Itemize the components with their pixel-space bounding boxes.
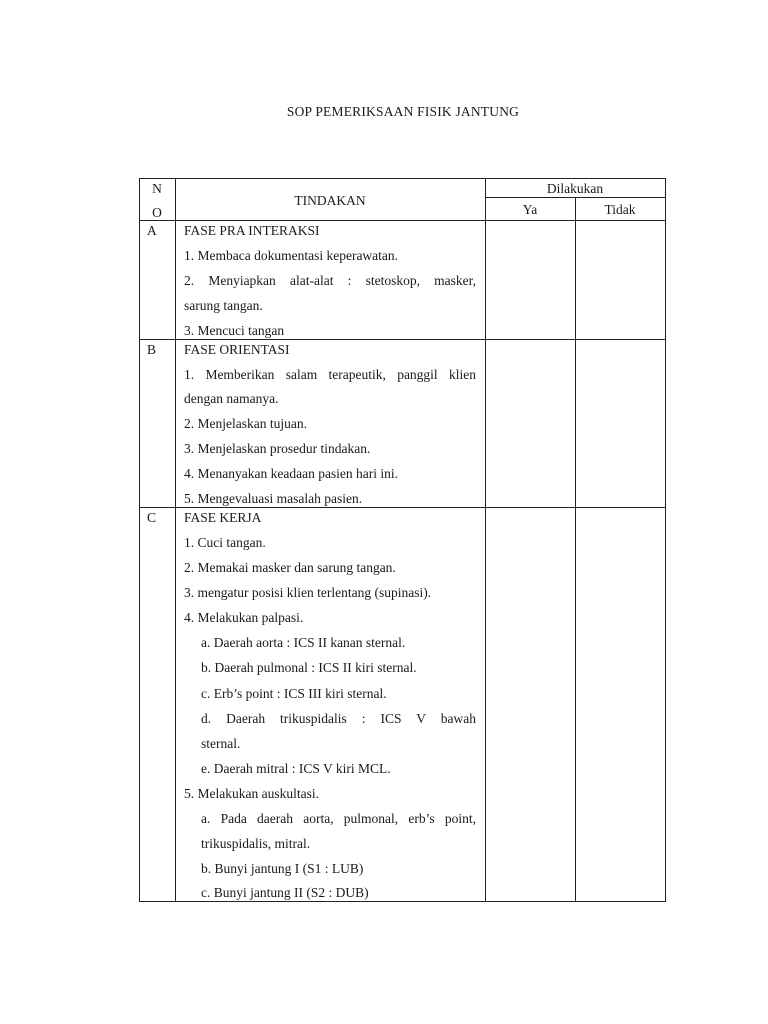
- section-a-code: A: [147, 223, 157, 238]
- section-c-item-5c: c. Bunyi jantung II (S2 : DUB): [201, 885, 369, 900]
- header-tindakan: TINDAKAN: [294, 193, 366, 208]
- section-b-item-1-cont: dengan namanya.: [184, 391, 279, 406]
- section-c-item-4b: b. Daerah pulmonal : ICS II kiri sternal.: [201, 660, 417, 675]
- section-b-title: FASE ORIENTASI: [184, 342, 290, 357]
- section-c-item-3: 3. mengatur posisi klien terlentang (supinasi).: [184, 585, 432, 600]
- section-a-item-1: 1. Membaca dokumentasi keperawatan.: [184, 248, 399, 263]
- table-border-top: [139, 178, 666, 179]
- section-c-item-5a-cont: trikuspidalis, mitral.: [201, 836, 311, 851]
- section-b-code: B: [147, 342, 157, 357]
- col-divider-tindakan: [485, 178, 486, 902]
- header-ya: Ya: [522, 202, 538, 217]
- header-bottom-border: [139, 220, 666, 221]
- section-b-bottom-border: [139, 507, 666, 508]
- section-c-item-5b: b. Bunyi jantung I (S1 : LUB): [201, 861, 364, 876]
- header-dilakukan: Dilakukan: [546, 181, 604, 196]
- col-divider-no: [175, 178, 176, 902]
- section-b-item-1: 1. Memberikan salam terapeutik, panggil klien: [184, 367, 476, 382]
- section-b-item-3: 3. Menjelaskan prosedur tindakan.: [184, 441, 371, 456]
- section-c-item-4e: e. Daerah mitral : ICS V kiri MCL.: [201, 761, 391, 776]
- section-a-item-2-cont: sarung tangan.: [184, 298, 263, 313]
- section-c-item-5: 5. Melakukan auskultasi.: [184, 786, 319, 801]
- section-a-item-2: 2. Menyiapkan alat-alat : stetoskop, masker,: [184, 273, 476, 288]
- section-c-item-4a: a. Daerah aorta : ICS II kanan sternal.: [201, 635, 406, 650]
- section-c-item-1: 1. Cuci tangan.: [184, 535, 266, 550]
- section-b-item-4: 4. Menanyakan keadaan pasien hari ini.: [184, 466, 399, 481]
- section-c-item-4c: c. Erb’s point : ICS III kiri sternal.: [201, 686, 387, 701]
- section-a-bottom-border: [139, 339, 666, 340]
- table-border-bottom: [139, 901, 666, 902]
- section-a-item-3: 3. Mencuci tangan: [184, 323, 285, 338]
- section-c-item-4: 4. Melakukan palpasi.: [184, 610, 304, 625]
- page-title: SOP PEMERIKSAAN FISIK JANTUNG: [286, 104, 520, 119]
- header-no-line1: N: [152, 181, 162, 196]
- header-tidak: Tidak: [604, 202, 636, 217]
- section-c-item-5a: a. Pada daerah aorta, pulmonal, erb’s point,: [201, 811, 476, 826]
- section-c-item-4d: d. Daerah trikuspidalis : ICS V bawah: [201, 711, 476, 726]
- col-divider-ya: [575, 197, 576, 902]
- section-b-item-2: 2. Menjelaskan tujuan.: [184, 416, 307, 431]
- section-c-title: FASE KERJA: [184, 510, 262, 525]
- table-border-left: [139, 178, 140, 902]
- section-c-item-2: 2. Memakai masker dan sarung tangan.: [184, 560, 396, 575]
- header-no-line2: O: [152, 205, 162, 220]
- section-c-code: C: [147, 510, 157, 525]
- table-border-right: [665, 178, 666, 902]
- section-a-title: FASE PRA INTERAKSI: [184, 223, 320, 238]
- section-b-item-5: 5. Mengevaluasi masalah pasien.: [184, 491, 363, 506]
- section-c-item-4d-cont: sternal.: [201, 736, 241, 751]
